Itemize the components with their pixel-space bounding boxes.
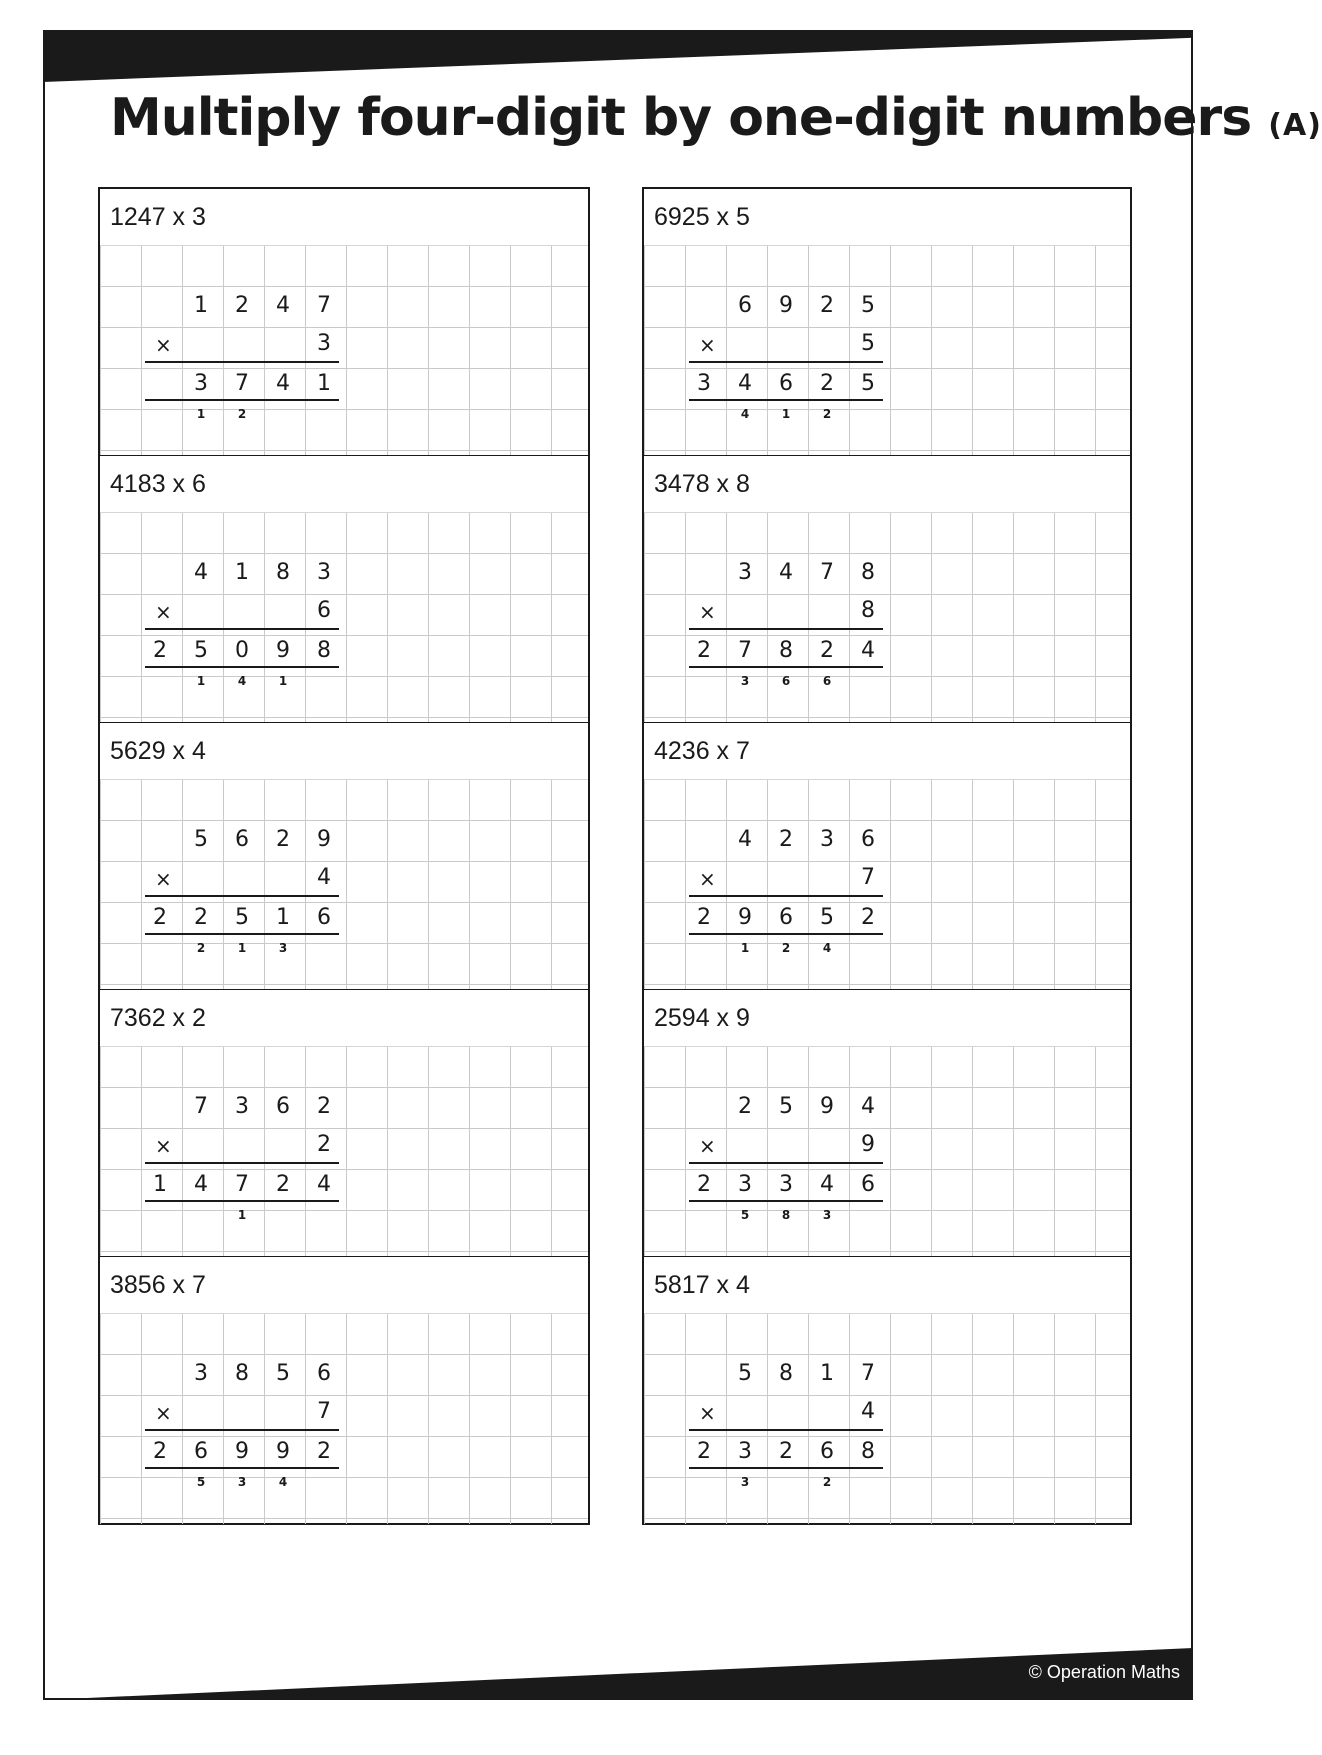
multiplicand-digit: 2	[820, 293, 834, 318]
answer-digit: 2	[820, 371, 834, 396]
answer-digit: 7	[235, 371, 249, 396]
answer-digit: 2	[697, 638, 711, 663]
multiplicand-digit: 5	[194, 827, 208, 852]
answer-digit: 8	[779, 638, 793, 663]
answer-digit: 2	[697, 1439, 711, 1464]
multiplicand-digit: 4	[194, 560, 208, 585]
answer-digit: 1	[153, 1172, 167, 1197]
problem-label: 4236 x 7	[654, 737, 750, 765]
problem-cell	[644, 456, 1130, 723]
multiplicand-digit: 3	[194, 1361, 208, 1386]
carry-digit: 4	[278, 1475, 288, 1489]
multiplicand-digit: 6	[317, 1361, 331, 1386]
multiplicand-digit: 3	[738, 560, 752, 585]
times-sign: ×	[699, 1401, 716, 1425]
answer-digit: 6	[820, 1439, 834, 1464]
multiplicand-digit: 6	[861, 827, 875, 852]
problem-cell	[644, 1257, 1130, 1524]
problem-label: 7362 x 2	[110, 1004, 206, 1032]
multiplicand-digit: 4	[861, 1094, 875, 1119]
answer-line	[145, 399, 339, 401]
problem-label: 3478 x 8	[654, 470, 750, 498]
multiplicand-digit: 2	[738, 1094, 752, 1119]
multiplication-line	[689, 628, 883, 630]
answer-digit: 3	[697, 371, 711, 396]
answer-digit: 6	[317, 905, 331, 930]
multiplicand-digit: 7	[861, 1361, 875, 1386]
multiplicand-digit: 8	[235, 1361, 249, 1386]
multiplicand-digit: 5	[861, 293, 875, 318]
answer-digit: 8	[861, 1439, 875, 1464]
answer-digit: 3	[738, 1172, 752, 1197]
multiplicand-digit: 8	[861, 560, 875, 585]
multiplicand-digit: 7	[317, 293, 331, 318]
multiplication-line	[145, 628, 339, 630]
carry-digit: 1	[740, 941, 750, 955]
carry-digit: 6	[781, 674, 791, 688]
answer-digit: 2	[779, 1439, 793, 1464]
multiplicand-digit: 4	[779, 560, 793, 585]
answer-digit: 2	[153, 1439, 167, 1464]
carry-digit: 2	[781, 941, 791, 955]
problem-cell	[100, 990, 588, 1257]
answer-digit: 2	[820, 638, 834, 663]
multiplicand-digit: 3	[235, 1094, 249, 1119]
multiplicand-digit: 7	[820, 560, 834, 585]
multiplier-digit: 9	[861, 1132, 875, 1157]
answer-digit: 2	[317, 1439, 331, 1464]
carry-digit: 4	[740, 407, 750, 421]
multiplication-line	[145, 1429, 339, 1431]
problem-cell	[100, 1257, 588, 1524]
problem-cell	[644, 723, 1130, 990]
multiplicand-digit: 6	[235, 827, 249, 852]
answer-digit: 6	[194, 1439, 208, 1464]
carry-digit: 5	[740, 1208, 750, 1222]
answer-digit: 4	[276, 371, 290, 396]
multiplicand-digit: 7	[194, 1094, 208, 1119]
answer-digit: 6	[861, 1172, 875, 1197]
multiplier-digit: 5	[861, 331, 875, 356]
answer-digit: 4	[194, 1172, 208, 1197]
problem-cell	[100, 189, 588, 456]
multiplier-digit: 6	[317, 598, 331, 623]
problems-panel-left	[98, 187, 590, 1525]
multiplicand-digit: 5	[276, 1361, 290, 1386]
multiplier-digit: 4	[317, 865, 331, 890]
answer-line	[689, 933, 883, 935]
answer-digit: 2	[194, 905, 208, 930]
carry-digit: 2	[237, 407, 247, 421]
times-sign: ×	[155, 1134, 172, 1158]
answer-digit: 2	[697, 1172, 711, 1197]
problem-label: 6925 x 5	[654, 203, 750, 231]
carry-digit: 3	[822, 1208, 832, 1222]
times-sign: ×	[155, 333, 172, 357]
multiplicand-digit: 2	[317, 1094, 331, 1119]
answer-digit: 3	[194, 371, 208, 396]
problem-label: 3856 x 7	[110, 1271, 206, 1299]
multiplicand-digit: 4	[276, 293, 290, 318]
answer-digit: 3	[779, 1172, 793, 1197]
answer-line	[145, 666, 339, 668]
multiplicand-digit: 2	[235, 293, 249, 318]
problem-label: 5629 x 4	[110, 737, 206, 765]
problem-label: 2594 x 9	[654, 1004, 750, 1032]
worksheet-title	[110, 88, 1322, 148]
multiplicand-digit: 3	[820, 827, 834, 852]
answer-digit: 4	[738, 371, 752, 396]
problem-label: 4183 x 6	[110, 470, 206, 498]
problem-cell	[644, 189, 1130, 456]
answer-line	[145, 933, 339, 935]
multiplicand-digit: 9	[779, 293, 793, 318]
multiplication-line	[689, 895, 883, 897]
multiplicand-digit: 8	[779, 1361, 793, 1386]
carry-digit: 2	[822, 1475, 832, 1489]
carry-digit: 1	[278, 674, 288, 688]
multiplicand-digit: 6	[738, 293, 752, 318]
times-sign: ×	[699, 600, 716, 624]
multiplier-digit: 8	[861, 598, 875, 623]
multiplier-digit: 2	[317, 1132, 331, 1157]
multiplicand-digit: 1	[194, 293, 208, 318]
answer-line	[689, 666, 883, 668]
answer-digit: 2	[861, 905, 875, 930]
answer-digit: 5	[194, 638, 208, 663]
answer-digit: 2	[153, 905, 167, 930]
answer-digit: 9	[276, 638, 290, 663]
answer-line	[689, 1200, 883, 1202]
multiplier-digit: 7	[317, 1399, 331, 1424]
problem-label: 1247 x 3	[110, 203, 206, 231]
copyright-notice: © Operation Maths	[1028, 1662, 1180, 1682]
carry-digit: 3	[237, 1475, 247, 1489]
multiplier-digit: 7	[861, 865, 875, 890]
answer-digit: 9	[235, 1439, 249, 1464]
multiplicand-digit: 5	[738, 1361, 752, 1386]
worksheet-title-suffix: (A)	[1268, 108, 1322, 143]
multiplicand-digit: 9	[820, 1094, 834, 1119]
problem-cell	[100, 456, 588, 723]
multiplicand-digit: 5	[779, 1094, 793, 1119]
times-sign: ×	[155, 600, 172, 624]
carry-digit: 2	[822, 407, 832, 421]
answer-digit: 0	[235, 638, 249, 663]
answer-digit: 1	[276, 905, 290, 930]
times-sign: ×	[155, 867, 172, 891]
answer-digit: 8	[317, 638, 331, 663]
answer-digit: 4	[820, 1172, 834, 1197]
answer-digit: 9	[276, 1439, 290, 1464]
answer-digit: 9	[738, 905, 752, 930]
carry-digit: 8	[781, 1208, 791, 1222]
multiplicand-digit: 1	[820, 1361, 834, 1386]
answer-digit: 5	[235, 905, 249, 930]
times-sign: ×	[699, 867, 716, 891]
answer-digit: 4	[861, 638, 875, 663]
times-sign: ×	[699, 1134, 716, 1158]
answer-digit: 7	[235, 1172, 249, 1197]
answer-digit: 2	[276, 1172, 290, 1197]
carry-digit: 3	[740, 674, 750, 688]
answer-digit: 7	[738, 638, 752, 663]
multiplication-line	[145, 1162, 339, 1164]
answer-digit: 6	[779, 905, 793, 930]
multiplicand-digit: 8	[276, 560, 290, 585]
carry-digit: 3	[278, 941, 288, 955]
multiplicand-digit: 2	[779, 827, 793, 852]
carry-digit: 1	[196, 407, 206, 421]
multiplicand-digit: 6	[276, 1094, 290, 1119]
carry-digit: 1	[196, 674, 206, 688]
multiplicand-digit: 3	[317, 560, 331, 585]
carry-digit: 1	[237, 1208, 247, 1222]
carry-digit: 2	[196, 941, 206, 955]
carry-digit: 6	[822, 674, 832, 688]
multiplicand-digit: 2	[276, 827, 290, 852]
problems-panel-right	[642, 187, 1132, 1525]
answer-digit: 3	[738, 1439, 752, 1464]
answer-line	[145, 1467, 339, 1469]
multiplication-line	[145, 361, 339, 363]
carry-digit: 4	[822, 941, 832, 955]
answer-digit: 6	[779, 371, 793, 396]
problem-label: 5817 x 4	[654, 1271, 750, 1299]
multiplication-line	[689, 361, 883, 363]
worksheet-title-text: Multiply four-digit by one-digit numbers	[110, 88, 1252, 148]
multiplication-line	[689, 1162, 883, 1164]
answer-digit: 4	[317, 1172, 331, 1197]
multiplication-line	[689, 1429, 883, 1431]
multiplier-digit: 4	[861, 1399, 875, 1424]
multiplier-digit: 3	[317, 331, 331, 356]
carry-digit: 5	[196, 1475, 206, 1489]
multiplicand-digit: 9	[317, 827, 331, 852]
answer-digit: 2	[153, 638, 167, 663]
problem-cell	[644, 990, 1130, 1257]
multiplicand-digit: 1	[235, 560, 249, 585]
answer-digit: 5	[820, 905, 834, 930]
carry-digit: 1	[237, 941, 247, 955]
carry-digit: 1	[781, 407, 791, 421]
times-sign: ×	[699, 333, 716, 357]
answer-line	[689, 1467, 883, 1469]
multiplicand-digit: 4	[738, 827, 752, 852]
times-sign: ×	[155, 1401, 172, 1425]
answer-digit: 2	[697, 905, 711, 930]
answer-line	[689, 399, 883, 401]
answer-digit: 1	[317, 371, 331, 396]
carry-digit: 4	[237, 674, 247, 688]
multiplication-line	[145, 895, 339, 897]
problem-cell	[100, 723, 588, 990]
answer-digit: 5	[861, 371, 875, 396]
carry-digit: 3	[740, 1475, 750, 1489]
answer-line	[145, 1200, 339, 1202]
